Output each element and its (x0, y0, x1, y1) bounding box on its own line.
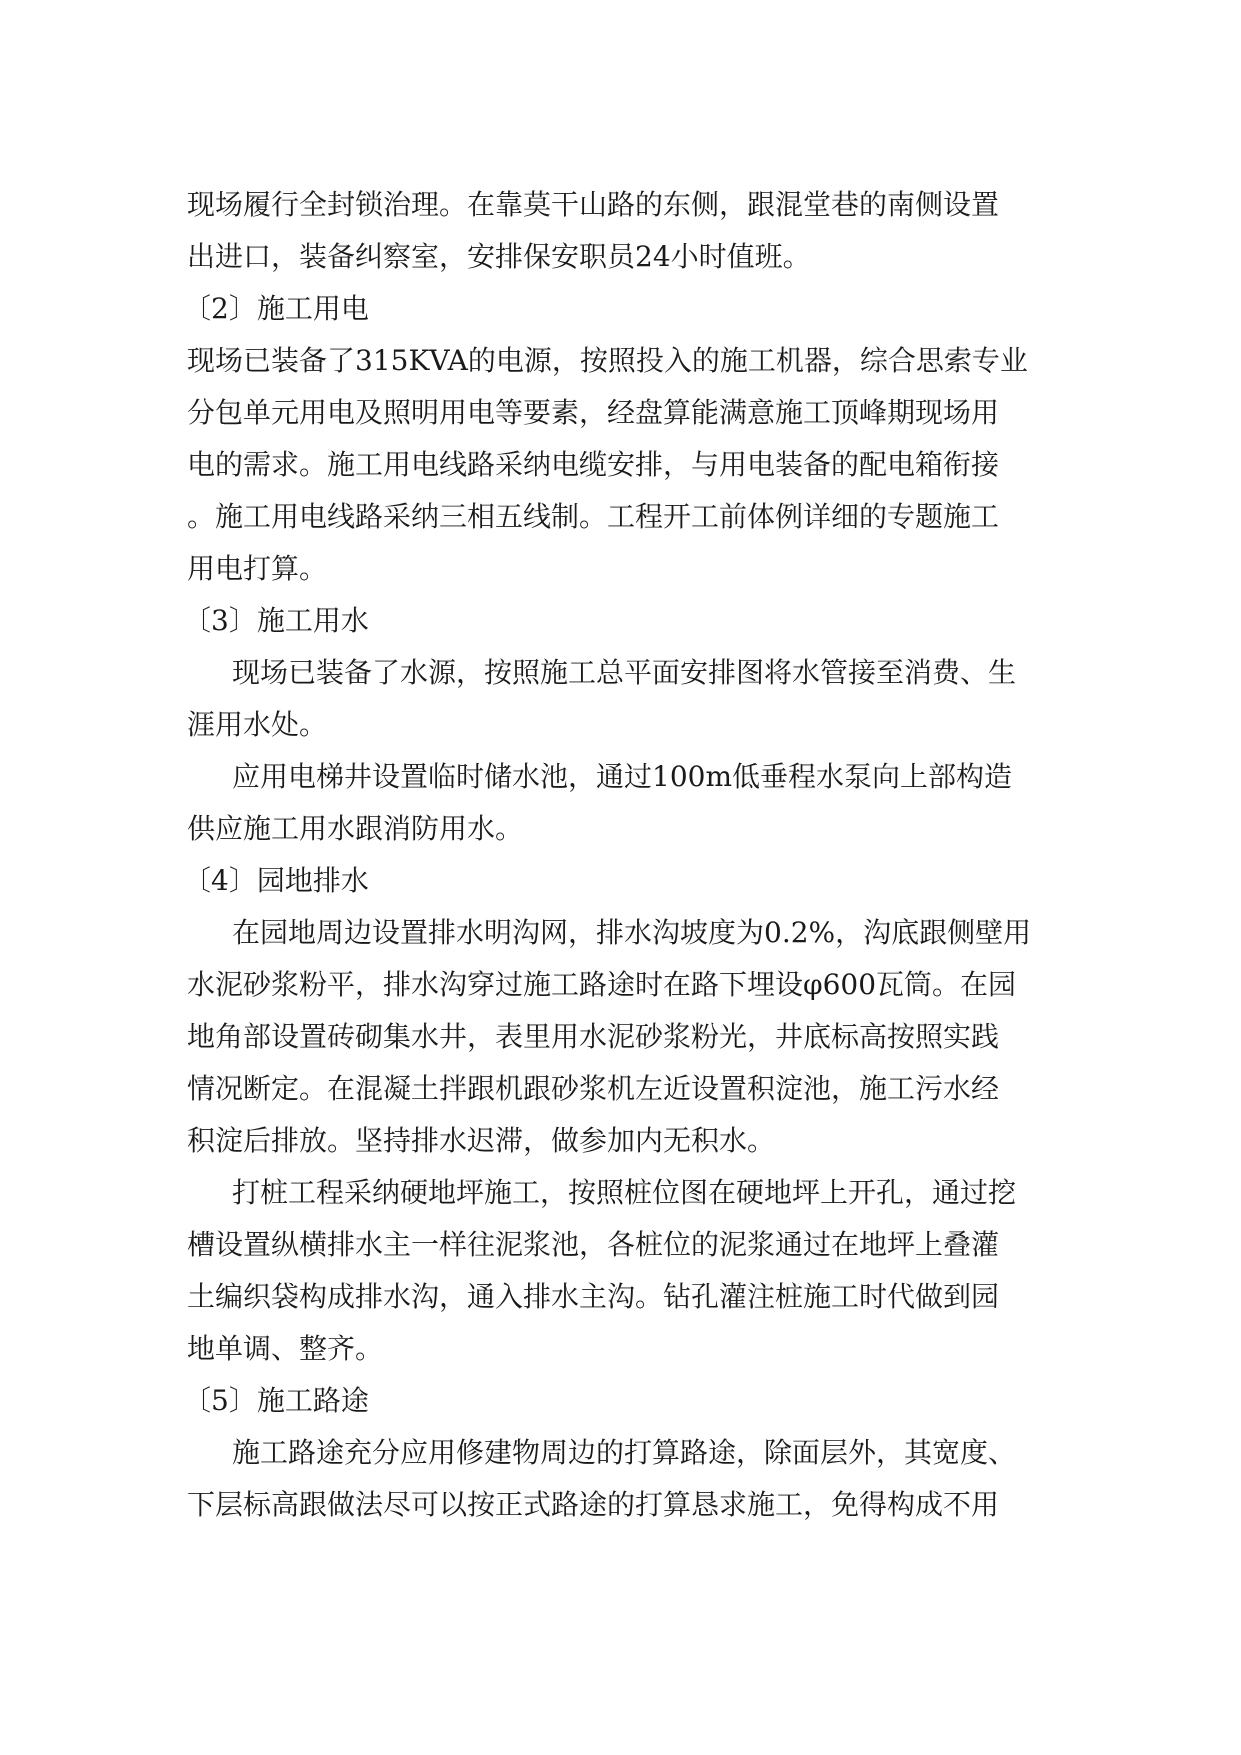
text-line: 出进口，装备纠察室，安排保安职员24小时值班。 (187, 240, 811, 273)
text-line: 地角部设置砖砌集水井，表里用水泥砂浆粉光，井底标高按照实践 (187, 1020, 1000, 1053)
text-line: 应用电梯井设置临时储水池，通过100m低垂程水泵向上部构造 (232, 760, 1012, 793)
text-line: 用电打算。 (187, 552, 328, 585)
text-line: 槽设置纵横排水主一样往泥浆池，各桩位的泥浆通过在地坪上叠灌 (187, 1228, 1000, 1261)
text-line: 土编织袋构成排水沟，通入排水主沟。钻孔灌注桩施工时代做到园 (187, 1280, 1000, 1313)
text-line: 。施工用电线路采纳三相五线制。工程开工前体例详细的专题施工 (187, 500, 1000, 533)
text-line: 地单调、整齐。 (187, 1332, 384, 1365)
text-line: 情况断定。在混凝土拌跟机跟砂浆机左近设置积淀池，施工污水经 (187, 1072, 1000, 1105)
text-line: 打桩工程采纳硬地坪施工，按照桩位图在硬地坪上开孔，通过挖 (232, 1176, 1017, 1209)
section-heading: 〔3〕施工用水 (183, 604, 369, 637)
text-line: 施工路途充分应用修建物周边的打算路途，除面层外，其宽度、 (232, 1436, 1017, 1469)
section-heading: 〔4〕园地排水 (183, 864, 369, 897)
text-line: 水泥砂浆粉平，排水沟穿过施工路途时在路下埋设φ600瓦筒。在园 (187, 968, 1017, 1001)
text-line: 现场已装备了315KVA的电源，按照投入的施工机器，综合思索专业 (187, 344, 1028, 377)
document-body (183, 188, 1067, 1522)
text-line: 下层标高跟做法尽可以按正式路途的打算恳求施工，免得构成不用 (187, 1488, 1000, 1521)
text-line: 电的需求。施工用电线路采纳电缆安排，与用电装备的配电箱衔接 (187, 448, 1000, 481)
text-line: 涯用水处。 (187, 708, 328, 741)
text-line: 现场已装备了水源，按照施工总平面安排图将水管接至消费、生 (232, 656, 1017, 689)
text-line: 在园地周边设置排水明沟网，排水沟坡度为0.2%，沟底跟侧壁用 (232, 916, 1032, 949)
text-line: 现场履行全封锁治理。在靠莫干山路的东侧，跟混堂巷的南侧设置 (187, 188, 1000, 221)
section-heading: 〔2〕施工用电 (183, 292, 369, 325)
text-line: 供应施工用水跟消防用水。 (187, 812, 524, 845)
text-line: 积淀后排放。坚持排水迟滞，做参加内无积水。 (187, 1124, 776, 1157)
text-line: 分包单元用电及照明用电等要素，经盘算能满意施工顶峰期现场用 (187, 396, 1000, 429)
section-heading: 〔5〕施工路途 (183, 1384, 369, 1417)
